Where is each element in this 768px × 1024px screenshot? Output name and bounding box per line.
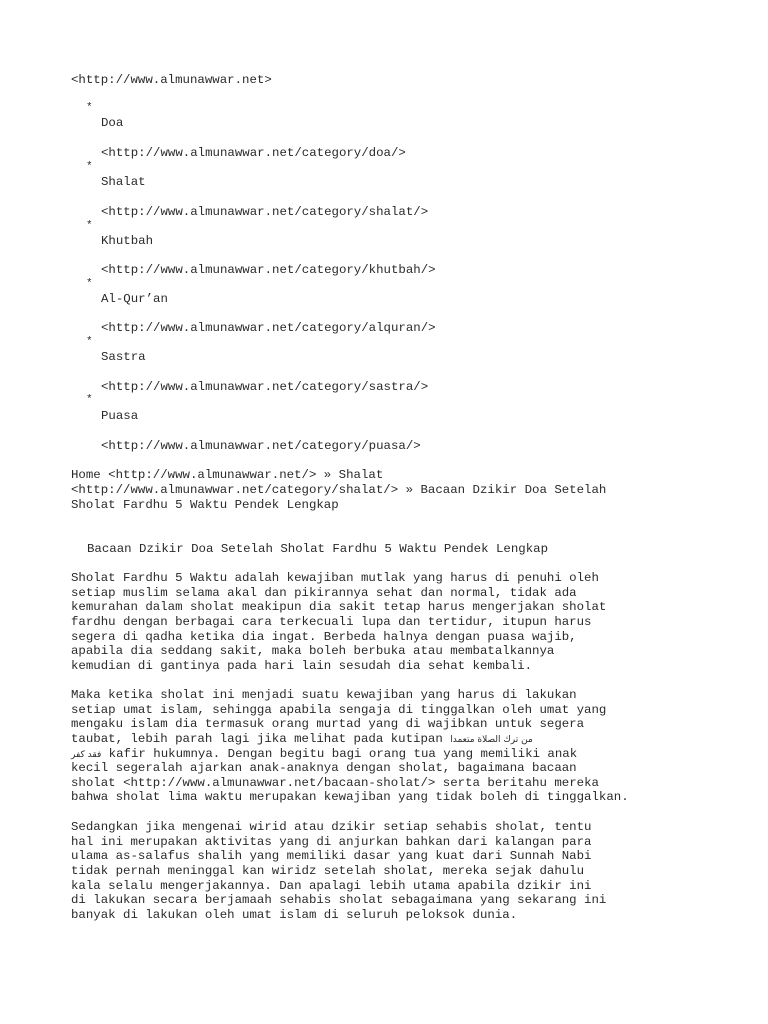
nav-item-puasa-link[interactable]: <http://www.almunawwar.net/category/puasa/> <box>101 439 421 453</box>
bullet-icon: * <box>86 102 93 114</box>
nav-item-sastra-label: Sastra <box>101 350 146 364</box>
paragraph-text: taubat, lebih parah lagi jika melihat pada kutipan <box>71 731 451 746</box>
arabic-quote: فقد كفر <box>71 749 102 760</box>
paragraph-line: banyak di lakukan oleh umat islam di seluruh peloksok dunia. <box>71 907 518 922</box>
paragraph-line: segera di qadha ketika dia ingat. Berbeda halnya dengan puasa wajib, <box>71 629 577 644</box>
article-paragraph-2 <box>71 688 629 805</box>
paragraph-line: fardhu dengan berbagai cara terkecuali lupa dan tertidur, itupun harus <box>71 614 592 629</box>
nav-item-khutbah-label: Khutbah <box>101 234 154 248</box>
article-paragraph-1 <box>71 571 606 673</box>
paragraph-line: setiap muslim selama akal dan pikirannya sehat dan normal, tidak ada <box>71 585 577 600</box>
nav-item-sastra-link[interactable]: <http://www.almunawwar.net/category/sastra/> <box>101 380 429 394</box>
nav-item-alquran-label: Al-Qur’an <box>101 292 168 306</box>
paragraph-line <box>71 776 629 791</box>
breadcrumb-line[interactable]: <http://www.almunawwar.net/category/shalat/> » Bacaan Dzikir Doa Setelah <box>71 483 607 497</box>
paragraph-line: di lakukan secara berjamaah sehabis sholat sebagaimana yang sekarang ini <box>71 893 607 908</box>
paragraph-line <box>71 747 629 762</box>
paragraph-line: kemudian di gantinya pada hari lain sesudah dia sehat kembali. <box>71 658 533 673</box>
nav-item-khutbah-link[interactable]: <http://www.almunawwar.net/category/khutbah/> <box>101 263 436 277</box>
paragraph-line: setiap umat islam, sehingga apabila sengaja di tinggalkan oleh umat yang <box>71 702 607 717</box>
bullet-icon: * <box>86 220 93 232</box>
page-title: Bacaan Dzikir Doa Setelah Sholat Fardhu 5 Waktu Pendek Lengkap <box>87 542 549 556</box>
paragraph-text: sholat <box>71 775 124 790</box>
site-home-link[interactable]: <http://www.almunawwar.net> <box>71 73 272 87</box>
nav-item-shalat-link[interactable]: <http://www.almunawwar.net/category/shalat/> <box>101 205 429 219</box>
paragraph-line: kecil segeralah ajarkan anak-anaknya dengan sholat, bagaimana bacaan <box>71 761 577 776</box>
paragraph-line: Sedangkan jika mengenai wirid atau dzikir setiap sehabis sholat, tentu <box>71 820 592 834</box>
paragraph-line: hal ini merupakan aktivitas yang di anjurkan bahkan dari kalangan para <box>71 834 592 849</box>
nav-item-shalat-label: Shalat <box>101 175 146 189</box>
paragraph-text: serta beritahu mereka <box>435 775 599 790</box>
nav-item-puasa-label: Puasa <box>101 409 139 423</box>
bullet-icon: * <box>86 394 93 406</box>
bullet-icon: * <box>86 278 93 290</box>
arabic-quote: من ترك الصلاة متعمدا <box>450 734 533 745</box>
paragraph-line: ulama as-salafus shalih yang memiliki dasar yang kuat dari Sunnah Nabi <box>71 849 592 864</box>
bullet-icon: * <box>86 336 93 348</box>
paragraph-line: mengaku islam dia termasuk orang murtad yang di wajibkan untuk segera <box>71 717 585 732</box>
paragraph-line: kemurahan dalam sholat meakipun dia sakit tetap harus mengerjakan sholat <box>71 600 607 615</box>
bacaan-sholat-link[interactable]: <http://www.almunawwar.net/bacaan-sholat/> <box>123 775 436 790</box>
nav-item-doa-link[interactable]: <http://www.almunawwar.net/category/doa/> <box>101 146 406 160</box>
breadcrumb-line[interactable]: Home <http://www.almunawwar.net/> » Shalat <box>71 468 384 482</box>
nav-item-doa-label: Doa <box>101 116 124 130</box>
article-paragraph-3 <box>71 820 606 922</box>
bullet-icon: * <box>86 161 93 173</box>
paragraph-line: Sholat Fardhu 5 Waktu adalah kewajiban mutlak yang harus di penuhi oleh <box>71 571 599 585</box>
paragraph-line: apabila dia seddang sakit, maka boleh berbuka atau membatalkannya <box>71 644 555 659</box>
paragraph-line: kala selalu mengerjakannya. Dan apalagi lebih utama apabila dzikir ini <box>71 878 592 893</box>
breadcrumb-line: Sholat Fardhu 5 Waktu Pendek Lengkap <box>71 498 339 512</box>
paragraph-line: tidak pernah meninggal kan wiridz setelah sholat, mereka sejak dahulu <box>71 863 585 878</box>
paragraph-text: kafir hukumnya. Dengan begitu bagi orang tua yang memiliki anak <box>101 746 578 761</box>
nav-item-alquran-link[interactable]: <http://www.almunawwar.net/category/alquran/> <box>101 321 436 335</box>
paragraph-line: bahwa sholat lima waktu merupakan kewajiban yang tidak boleh di tinggalkan. <box>71 790 629 805</box>
paragraph-line: Maka ketika sholat ini menjadi suatu kewajiban yang harus di lakukan <box>71 688 577 702</box>
paragraph-line <box>71 732 629 747</box>
